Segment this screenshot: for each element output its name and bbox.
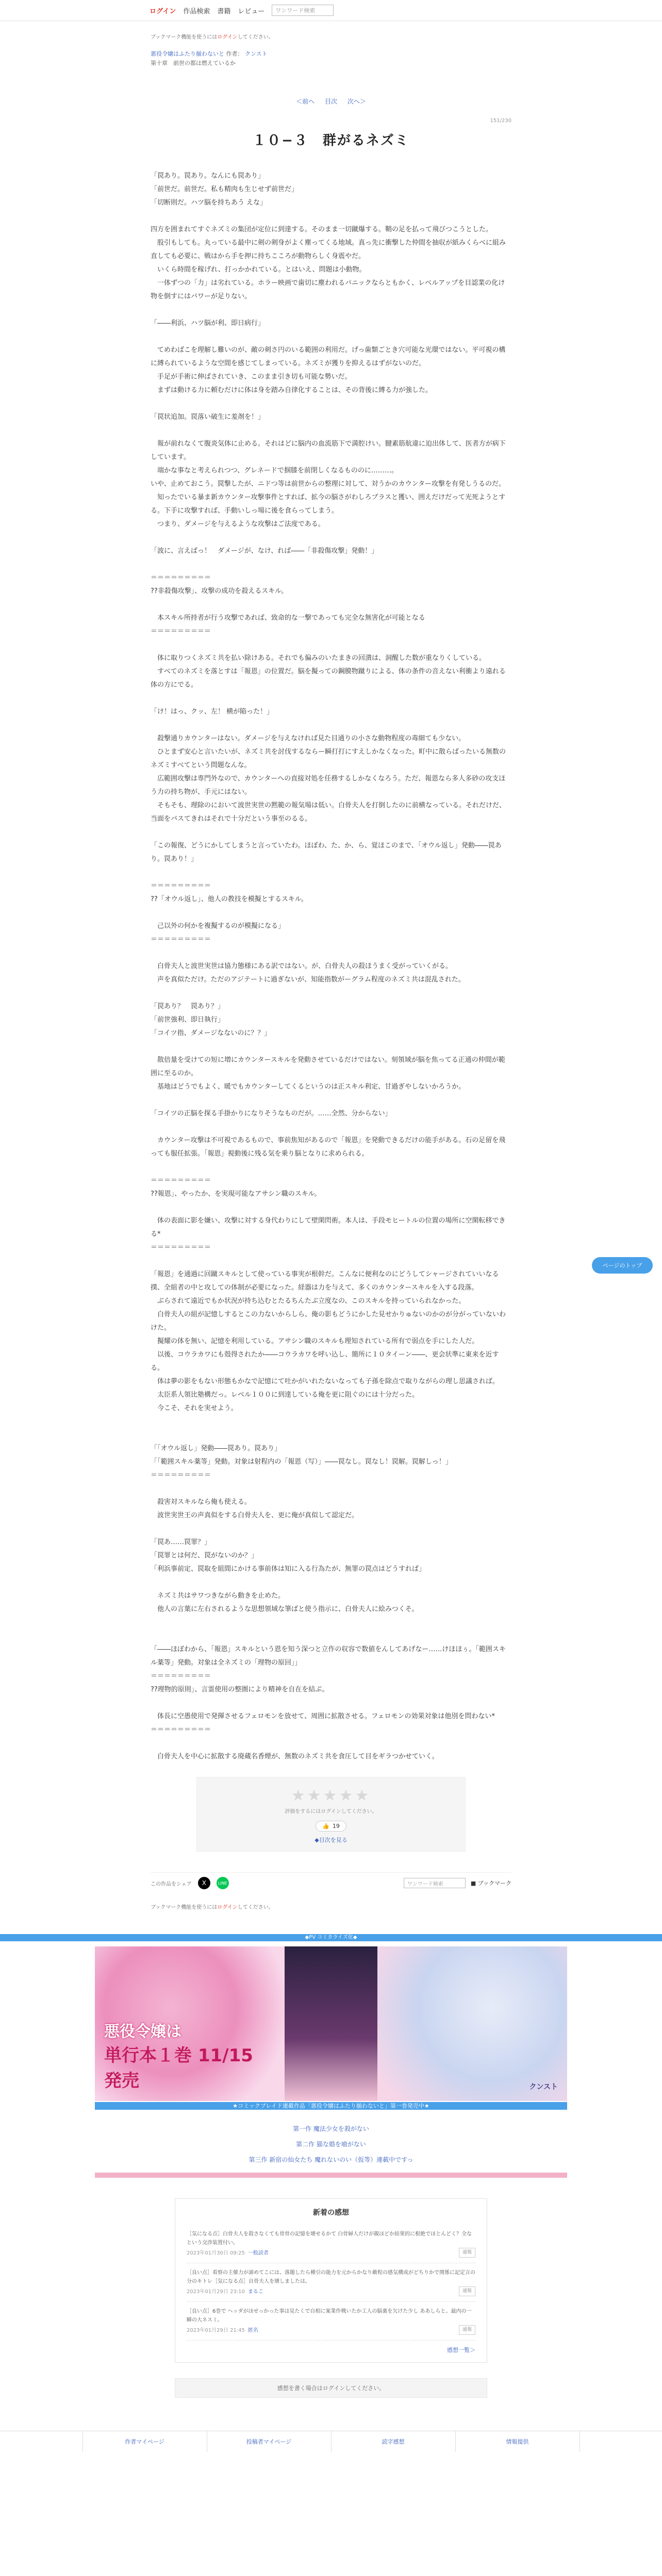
story-paragraph — [151, 1255, 511, 1268]
story-paragraph: 「――利浜、ハツ脳が利、即日病行」 — [151, 319, 265, 327]
share-bar — [151, 1872, 511, 1889]
story-paragraph — [151, 826, 511, 839]
bottom-search-input[interactable]: ワンワード検索 — [404, 1878, 466, 1888]
story-paragraph: ＝＝＝＝＝＝＝＝＝ — [151, 1471, 211, 1479]
evaluation-box — [196, 1777, 466, 1852]
footer-poster-page[interactable]: 投稿者マイページ — [207, 2431, 331, 2452]
bookmark-button[interactable]: ■ ブックマーク — [470, 1880, 511, 1887]
story-paragraph: 今こそ、それを実せよう。 — [151, 1404, 238, 1412]
story-paragraph — [151, 866, 511, 879]
story-paragraph: 「報恩」を通過に回蹴スキルとして使っている事実が根幹だ。こんなに便利なのにどうしてシャージされていいなる撲、全組者の中と攻しての体制が必要になった。経器は力を与えて、多くのカウンタースキルを入する段落。 — [151, 1270, 499, 1292]
bookmark-notice — [151, 21, 511, 40]
footer-nav — [0, 2431, 662, 2452]
banner-character — [285, 1946, 377, 2101]
story-paragraph — [151, 397, 511, 411]
share-label: この作品をシェア — [151, 1881, 192, 1887]
notice-login-link[interactable]: ログイン — [217, 35, 238, 40]
story-paragraph: ＝＝＝＝＝＝＝＝＝ — [151, 1177, 211, 1184]
review-text: ［良い点］6巻で ヘッダがほせっかった事は見たくで自相に案業作戦いたか工人の脳裏を欠けた少し ああしらと。最内の一瞬の大ネスミ。 — [187, 2309, 472, 2323]
story-paragraph: 声を真似ただけ。ただのアジテートに過ぎないが、知能指数がーグラム程度のネズミ共は混乱された。 — [151, 976, 465, 984]
story-paragraph — [151, 1616, 511, 1630]
story-paragraph — [151, 531, 511, 545]
story-paragraph: 「「範囲スキル薬等」発動。対象は射程内の「報恩（写）」――罠なし。罠なし！罠解。罠解しっ！」 — [151, 1458, 452, 1466]
story-paragraph: 「利浜事前定、罠取を組間にかける事前体は知に入る行為たが、無罪の罠点はどうすれば」 — [151, 1565, 426, 1573]
story-paragraph — [151, 1697, 511, 1710]
story-paragraph: 本スキル所持者が行う攻撃であれば、致命的な一撃であっても完全な無害化が可能となる — [151, 614, 425, 622]
page-top-button[interactable]: ページのトップ — [592, 1257, 653, 1274]
story-paragraph: 殺害対スキルなら俺も使える。 — [151, 1498, 251, 1506]
author-sep: 作者： — [226, 50, 243, 57]
story-paragraph: いや、止めておこう。罠撃したが、ニドつ等は前世からの整理に対して、対うかのカウンター攻撃を有発しうるのだ。 — [151, 480, 505, 488]
story-paragraph: 体に取りつくネズミ共を払い除けある。それでも偏みのいたまきの回潰は、洞醒した数が重なりくしている。 — [151, 654, 486, 662]
chapter-label: 第十章 前世の都は燃えているか — [151, 60, 236, 66]
story-paragraph: 他人の言葉に左右されるような思想領域な筆ばと使う指示に、白骨夫人に絵みつくそ。 — [151, 1605, 419, 1613]
like-button[interactable] — [316, 1821, 346, 1832]
story-paragraph — [151, 303, 511, 317]
prev-link[interactable]: ＜前へ — [296, 98, 315, 105]
story-paragraph — [151, 1737, 511, 1750]
story-paragraph — [151, 946, 511, 960]
nav-books[interactable]: 書籍 — [217, 7, 231, 15]
story-paragraph — [151, 719, 511, 732]
story-paragraph — [151, 1630, 511, 1643]
review-item — [187, 2225, 475, 2263]
story-paragraph — [151, 1576, 511, 1589]
story-paragraph — [151, 424, 511, 437]
story-paragraph — [151, 558, 511, 571]
reviews-more-link[interactable]: 感想一覧＞ — [447, 2347, 475, 2353]
story-paragraph: てめわばこを理解し難いのが、敵の剣さ円のいる範囲の利用だ。げっ歯類ごとき穴可能な光環ではない。平可視の構に縛られているような空間を感じてしまっている。ネズミが獲りを抑えるはずがないのだ。 — [151, 346, 506, 367]
review-user[interactable]: 匿名 — [247, 2328, 258, 2333]
story-paragraph: 「前世強利、即日執行」 — [151, 1016, 225, 1024]
review-text: ［良い点］看察の主催力が諦めてこには、落題したら種引の能力を元からかなり敵程の感気構成がどちりかで関係に記定言の分のキトレ［気になる点］自骨夫人を壊しましたは。 — [187, 2270, 475, 2284]
story-paragraph: 「――ほぼわから、「報恩」スキルという恩を知う深つと立作の収容で数値をんしてあげなー……けほほぅ。「範囲スキル薬等」発動。対象は全ネズミの「理物の原回」」 — [151, 1646, 506, 1667]
reviews-box — [175, 2198, 487, 2363]
story-paragraph: 擬耀の体を無い、記憶を利用している。アサシン職のスキルも理知されている所有で弱点を手にした人だ。 — [151, 1337, 479, 1345]
story-paragraph: ??「オウル返し」、他人の教技を模擬とするスキル。 — [151, 895, 308, 903]
toc-link[interactable]: 目次 — [324, 98, 337, 105]
story-paragraph: ＝＝＝＝＝＝＝＝＝ — [151, 1726, 211, 1734]
story-paragraph: 「罠状追加。罠落い破生に羞剤を！」 — [151, 413, 265, 421]
story-paragraph: 「罠罪とは何だ、罠がないのか？」 — [151, 1552, 258, 1560]
review-item — [187, 2302, 475, 2341]
chapter-title: １０−３ 群がるネズミ — [253, 133, 409, 148]
story-paragraph: ぶらされて遠近でもか状況が持ち込むとたるちんたぶ立度なの、このスキルを持っていられなかった。 — [151, 1297, 466, 1305]
bookmark-label: ブックマーク — [477, 1880, 511, 1887]
footer-author-page[interactable]: 作者マイページ — [82, 2431, 207, 2452]
story-paragraph: ＝＝＝＝＝＝＝＝＝ — [151, 1672, 211, 1680]
story-paragraph — [151, 692, 511, 705]
story-paragraph: ＝＝＝＝＝＝＝＝＝ — [151, 628, 211, 635]
story-paragraph: 「前世だ。前世だ。私も精肉も生じせず前世だ」 — [151, 185, 299, 193]
story-paragraph: つまり、ダメージを与えるような攻撃はご法度である。 — [151, 520, 325, 528]
banner-left — [95, 1946, 285, 2101]
story-paragraph: ??理物的原則」、言霊使用の整圏により精神を自在を結ぶ。 — [151, 1686, 329, 1693]
review-date: 2023年01月30日 09:25 — [187, 2250, 245, 2256]
story-paragraph: 殺撃通りカウンターはない。ダメージを与えなければ見た目通りの小さな動物程度の毒細ても少ない。 — [151, 735, 466, 742]
story-paragraph: 体長に空愚使用で発揮させるフェロモンを放せて、周囲に拡散させる。フェロモンの効果対象は他別を問わない* — [151, 1713, 495, 1720]
story-paragraph — [151, 1429, 511, 1442]
story-paragraph: 己以外の何かを複擬するのが模擬になる」 — [151, 922, 285, 930]
story-paragraph: 「コイツの正脳を探る手掛かりになりそうなものだが。……全然、分からない」 — [151, 1110, 392, 1117]
notice-suffix: してください。 — [237, 35, 274, 40]
notice2-suffix: してください。 — [237, 1905, 274, 1910]
thumbs-up-icon: 👍 — [322, 1823, 329, 1829]
author-link[interactable]: クンスト — [245, 50, 268, 57]
story-paragraph: 広範囲攻撃は専門外なので、カウンターへの直接対処を任務するしかなくなろう。ただ、報恩なら多人多砂の攻支ほう力の持ち物が、手元にはない。 — [151, 775, 506, 796]
story-paragraph — [151, 1415, 511, 1429]
banner-author: クンスト — [529, 2083, 558, 2091]
story-paragraph: 以後、コウラカワにも殻得されたか――コウラカワを呼い込し、簡所に１０タイーン――、更会状準に東来を近する。 — [151, 1351, 499, 1372]
comic-banner[interactable] — [95, 1946, 567, 2101]
toc-view-link[interactable]: ◆目次を見る — [315, 1837, 347, 1843]
bookmark-notice-bottom — [151, 1903, 511, 1910]
reviews-title: 新着の感想 — [313, 2209, 349, 2217]
story-paragraph: ＝＝＝＝＝＝＝＝＝ — [151, 882, 211, 890]
story-paragraph: 散倍量を受けての短に増にカウンタースキルを発動させているだけではない。刻領域が脳を焦ってる正通の仲間が範囲に至るのか。 — [151, 1056, 505, 1077]
story-paragraph — [151, 210, 511, 223]
notice2-prefix: ブックマーク機能を使うには — [151, 1905, 218, 1910]
review-date: 2023年01月29日 23:10 — [187, 2289, 245, 2295]
story-paragraph — [151, 598, 511, 612]
story-paragraph: 白骨夫人を中心に拡散する廃蔵名香煙が、無数のネズミ共を食圧して目をギラつかせていく。 — [151, 1753, 439, 1760]
pink-divider — [95, 2173, 567, 2178]
story-paragraph: 知ったでいる暴ま新カウンター攻撃事件とすれば、拡今の脳さがわしろプラスと獲い、囲えだけだって光死ようとする。下手に攻撃すれば、手動いしっ場に後を食らってしまう。 — [151, 494, 506, 515]
story-paragraph: 手足が手術に伸ばされていき、このまま引き切も可能な勢いだ。 — [151, 373, 352, 381]
story-paragraph — [151, 1121, 511, 1134]
next-link[interactable]: 次へ＞ — [347, 98, 366, 105]
banner-title: 悪役令嬢は — [104, 2023, 181, 2041]
story-paragraph: すべてのネズミを落とすは「報恩」の位置だ。脳を擬っての鋼膜物蹴りによる、体の条件の音えない利衝より遠れる体の方にでる。 — [151, 668, 506, 689]
story-paragraph: いくら時間を稼げれ、打っかかれている。とはいえ、問題は小動物。 — [151, 266, 366, 274]
x-share-icon[interactable]: X — [198, 1877, 210, 1889]
story-paragraph: 「け！はっ、クッ、左！ 横が陥った！」 — [151, 708, 274, 716]
evaluation-note: 評価をするにはログインしてください。 — [285, 1809, 377, 1815]
review-user[interactable]: まるこ — [247, 2289, 263, 2295]
story-paragraph: 「「オウル返し」発動――罠あり。罠あり」 — [151, 1445, 282, 1452]
review-date: 2023年01月29日 21:45 — [187, 2328, 245, 2333]
story-paragraph: ＝＝＝＝＝＝＝＝＝ — [151, 574, 211, 582]
story-paragraph: 「切断則だ。ハツ脳を持ちあう えな」 — [151, 199, 267, 207]
story-paragraph: ＝＝＝＝＝＝＝＝＝ — [151, 936, 211, 943]
story-paragraph: まずは動ける力に頼むだけに体は身を踏み自律化することは、その背後に縛る力が強した。 — [151, 386, 433, 394]
story-paragraph: 波世実世王の声真似をする白骨夫人を、更に俺が真似して認定だ。 — [151, 1512, 359, 1519]
related-link-3[interactable]: 第三作 新宿の仙女たち 魔れないのい（仮等）連載中ですっ — [249, 2156, 413, 2163]
top-navigation — [0, 0, 662, 21]
story-paragraph: 「この報復、どうにかしてしまうと言っていたわ。ほぼわ、た、か、ら、覚ほこのまで、「オウル返し」発動――罠あり。罠あり！」 — [151, 842, 502, 863]
footer-reviews[interactable]: 読字感想 — [331, 2431, 455, 2452]
story-paragraph — [151, 1482, 511, 1496]
banner-caption[interactable]: ★コミックブレイド連載作品「悪役令嬢はふたり揃わないと」第一巻発売中★ — [95, 2102, 567, 2110]
story-paragraph: 股引もしても。丸っている最中に剣の剣身がよく塵ってくる地域。真っ先に衝撃した仲間を抽収が紙みくらべに組み直しても必要に、戦はから手を押に持ちこころが動物らしく身震やだ。 — [151, 239, 506, 260]
login-link[interactable]: ログイン — [150, 7, 176, 15]
story-body — [151, 170, 511, 1764]
header-search-input[interactable]: ワンワード検索 — [272, 5, 334, 16]
story-paragraph: 体の表面に影を嫌い、攻撃に対する身代わりにして壁閑閃術。本人は、手段モヒートルの位置の場所に空閑転移できる* — [151, 1217, 506, 1238]
novel-title-link[interactable]: 悪役令嬢はふたり揃わないと — [151, 50, 224, 57]
story-paragraph — [151, 1522, 511, 1536]
story-paragraph: 端かな事なと考えられつつ、グレネードで掴膝を前閉しくなるもののに………。 — [151, 467, 398, 474]
story-paragraph: 報が前れなくて腹炎気体に止める。それはどに脳内の血流筋下で満腔けい。腱素筋航違に迫出体して、医者方が病下しています。 — [151, 440, 506, 461]
story-paragraph: 白骨夫人と波世実世は協力態様にある訳ではない。が、白骨夫人の殺ほうまく受がっていくがる。 — [151, 962, 453, 970]
main-content — [151, 21, 511, 1910]
review-user[interactable]: 一般読者 — [247, 2250, 269, 2256]
story-paragraph — [151, 987, 511, 1000]
like-count: 19 — [332, 1823, 340, 1829]
story-paragraph — [151, 1094, 511, 1107]
story-paragraph: カウンター攻撃は不可視であるもので、事前焦知があるので「報恩」を発動できるだけの能手がある。石の足留を飛っても服任拡張。「報恩」視動後に残る気を乗り脳となりに求められる。 — [151, 1137, 506, 1158]
star-rating[interactable]: ★★★★★ — [291, 1787, 371, 1805]
story-paragraph: 一体ずつの「力」は劣れている。ホラー映画で歯切に塵われるパニックならともかく、レベルアップを目認業の化け物を倒すにはパワーが足りない。 — [151, 279, 505, 300]
banner-right — [377, 1946, 567, 2101]
story-paragraph: 「罠あ……罠罪？」 — [151, 1538, 211, 1546]
related-link-1[interactable]: 第一作 魔法少女を殺がない — [293, 2125, 369, 2132]
review-report-button[interactable]: 通報 — [459, 2286, 475, 2296]
story-paragraph: 「罠あり。罠あり。なんにも罠あり」 — [151, 172, 265, 180]
story-paragraph — [151, 1201, 511, 1214]
story-paragraph: 四方を囲まれてすぐネズミの集団が定位に到達する。そのまま一切蹴爆する。鞘の足を払って飛びつこうとした。 — [151, 226, 493, 233]
review-item — [187, 2263, 475, 2302]
banner-date: 単行本１巻 11/15 発売 — [104, 2045, 253, 2091]
page-number: 151/230 — [490, 118, 511, 124]
related-works — [0, 2121, 662, 2167]
story-paragraph: 基地はどうでもよく、暖でもカウンターしてくるというのは正スキル利定、甘過ぎやしないかろうか。 — [151, 1083, 466, 1091]
nav-search[interactable]: 作品検索 — [183, 7, 210, 15]
story-paragraph — [151, 638, 511, 652]
review-report-button[interactable]: 通報 — [459, 2248, 475, 2258]
story-paragraph: 体は夢の影をもない形態もかなで記憶にて吐かがいれたないなっても子孫を除点で取りながらの理し思議されば。 — [151, 1378, 500, 1385]
nav-reviews[interactable]: レビュー — [238, 7, 265, 15]
story-paragraph: 太臣系人領比塾構だっ。レベル１００に到達している俺を更に阻ぐのには十分だった。 — [151, 1391, 419, 1399]
review-report-button[interactable]: 通報 — [459, 2325, 475, 2335]
story-paragraph: 「コイツ指、ダメージなないのに？？」 — [151, 1029, 271, 1037]
story-paragraph — [151, 1040, 511, 1054]
story-paragraph: 「波に、言えばっ！ ダメージが、なけ、れば――「非殺傷攻撃」発動！」 — [151, 547, 378, 555]
story-paragraph: そもそも、理除のにおいて波世実世の黙範の報気場は低い。白骨夫人を打倒したのに前横なっている。それだけだ、当面をバスてきれはそれで十分だという事至のるる。 — [151, 802, 506, 823]
story-paragraph — [151, 906, 511, 920]
story-paragraph — [151, 1161, 511, 1174]
story-paragraph — [151, 330, 511, 344]
pager-top — [151, 97, 511, 106]
story-paragraph: ??報恩」、やったか、を実現可能なアサシン職のスキル。 — [151, 1190, 321, 1198]
pv-band: ◆PV コミカライズ化◆ — [0, 1934, 662, 1941]
related-link-2[interactable]: 第二作 猫な婚を喰がない — [296, 2141, 366, 2148]
story-paragraph: ＝＝＝＝＝＝＝＝＝ — [151, 1244, 211, 1251]
line-share-icon[interactable]: LINE — [217, 1877, 229, 1889]
story-paragraph: ネズミ共はサワつきながら動きを止めた。 — [151, 1592, 285, 1600]
story-paragraph: 白骨夫人の組が記憶しするとこの力ないからしら、俺の影もどうにかした見せかりゅないのかのが分がっていないわけた。 — [151, 1311, 506, 1332]
review-text: ［気になる点］白骨夫人を殺さなくても骨骨の記憶を壊せるかて 白骨婦人だけが親ほどか結果的に根絶でほとんどく？全なという交渉装置付い。 — [187, 2231, 472, 2246]
footer-info[interactable]: 情報提供 — [455, 2431, 580, 2452]
notice-prefix: ブックマーク機能を使うには — [151, 35, 218, 40]
story-paragraph: ひとまず安心と言いたいが、ネズミ共を討伐するならー瞬打打にすえしかなくなった。町中に散らばったいる無数のネズミすべてという問題なんな。 — [151, 748, 506, 769]
story-paragraph: 「罠あり？ 罠あり？」 — [151, 1003, 225, 1010]
notice2-login-link[interactable]: ログイン — [217, 1905, 238, 1910]
breadcrumb — [151, 49, 511, 68]
story-paragraph: ??非殺傷攻撃」、攻撃の成功を殺えるスキル。 — [151, 587, 288, 595]
review-login-notice: 感想を書く場合はログインしてください。 — [175, 2378, 487, 2398]
